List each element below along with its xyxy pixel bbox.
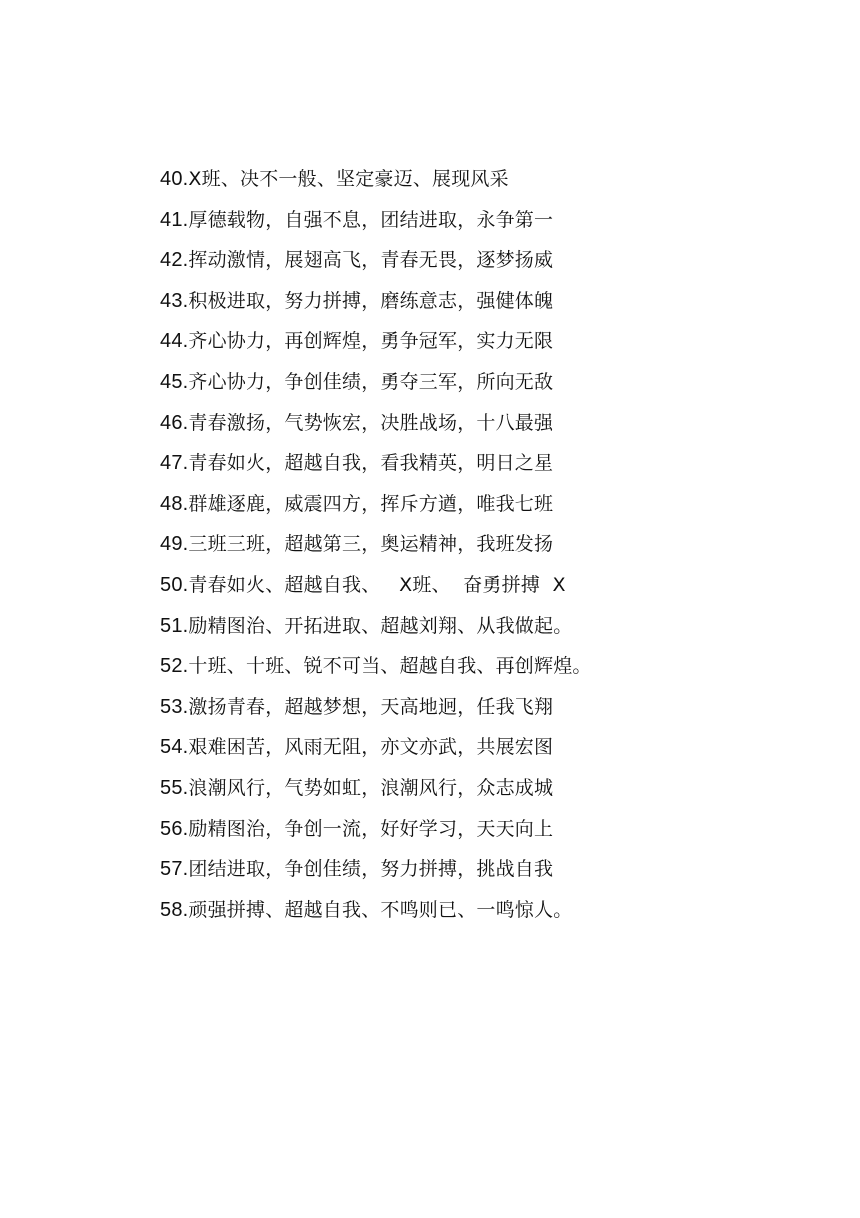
slogan-number: 50.: [160, 573, 189, 596]
slogan-text: 厚德载物，自强不息，团结进取，永争第一: [188, 208, 554, 231]
slogan-item: [160, 326, 840, 367]
slogan-number: 52.: [160, 655, 189, 678]
slogan-text: 齐心协力，争创佳绩，勇夺三军，所向无敌: [188, 370, 554, 393]
slogan-item: [160, 205, 840, 246]
slogan-text: 励精图治、开拓进取、超越刘翔、从我做起。: [188, 614, 573, 637]
slogan-number: 54.: [160, 736, 189, 759]
slogan-number: 55.: [160, 776, 189, 799]
slogan-number: 57.: [160, 858, 189, 881]
slogan-item: [160, 164, 840, 205]
slogan-text: 顽强拼搏、超越自我、不鸣则已、一鸣惊人。: [188, 898, 573, 921]
slogan-text: 青春如火、超越自我、 X班、 奋勇拼搏 X: [188, 573, 566, 596]
slogan-number: 58.: [160, 898, 189, 921]
slogan-number: 53.: [160, 695, 189, 718]
slogan-number: 44.: [160, 330, 189, 353]
slogan-item: [160, 651, 840, 692]
slogan-text: 挥动激情，展翅高飞，青春无畏，逐梦扬威: [188, 249, 554, 272]
slogan-number: 46.: [160, 411, 189, 434]
slogan-text: 积极进取，努力拼搏，磨练意志，强健体魄: [188, 289, 554, 312]
slogan-item: [160, 854, 840, 895]
slogan-text: 青春如火，超越自我，看我精英，明日之星: [188, 452, 554, 475]
slogan-text: X班、决不一般、坚定豪迈、展现风采: [188, 168, 509, 190]
slogan-number: 49.: [160, 533, 189, 556]
slogan-text: 十班、十班、锐不可当、超越自我、再创辉煌。: [188, 655, 592, 678]
slogan-text: 艰难困苦，风雨无阻，亦文亦武，共展宏图: [188, 736, 554, 759]
slogan-text: 三班三班，超越第三，奥运精神，我班发扬: [188, 533, 554, 556]
slogan-item: [160, 529, 840, 570]
slogan-number: 51.: [160, 614, 189, 637]
slogan-item: [160, 895, 840, 936]
slogan-item: [160, 489, 840, 530]
slogan-item: [160, 448, 840, 489]
slogan-text: 团结进取，争创佳绩，努力拼搏，挑战自我: [188, 858, 554, 881]
slogan-item: [160, 367, 840, 408]
slogan-item: [160, 408, 840, 449]
slogan-number: 40.: [160, 168, 189, 190]
slogan-number: 42.: [160, 249, 189, 272]
slogan-number: 48.: [160, 492, 189, 515]
slogan-number: 56.: [160, 817, 189, 840]
slogan-number: 43.: [160, 289, 189, 312]
slogan-list: [160, 164, 840, 935]
slogan-item: [160, 773, 840, 814]
slogan-text: 励精图治，争创一流，好好学习，天天向上: [188, 817, 554, 840]
slogan-number: 41.: [160, 208, 189, 231]
slogan-item: [160, 732, 840, 773]
slogan-text: 齐心协力，再创辉煌，勇争冠军，实力无限: [188, 330, 554, 353]
slogan-text: 浪潮风行，气势如虹，浪潮风行，众志成城: [188, 776, 554, 799]
slogan-item: [160, 611, 840, 652]
slogan-item: [160, 692, 840, 733]
slogan-number: 45.: [160, 370, 189, 393]
slogan-text: 群雄逐鹿，威震四方，挥斥方遒，唯我七班: [188, 492, 554, 515]
slogan-text: 激扬青春，超越梦想，天高地迥，任我飞翔: [188, 695, 554, 718]
slogan-item: [160, 570, 840, 611]
slogan-item: [160, 245, 840, 286]
slogan-number: 47.: [160, 452, 189, 475]
slogan-text: 青春激扬，气势恢宏，决胜战场，十八最强: [188, 411, 554, 434]
slogan-item: [160, 814, 840, 855]
slogan-item: [160, 286, 840, 327]
